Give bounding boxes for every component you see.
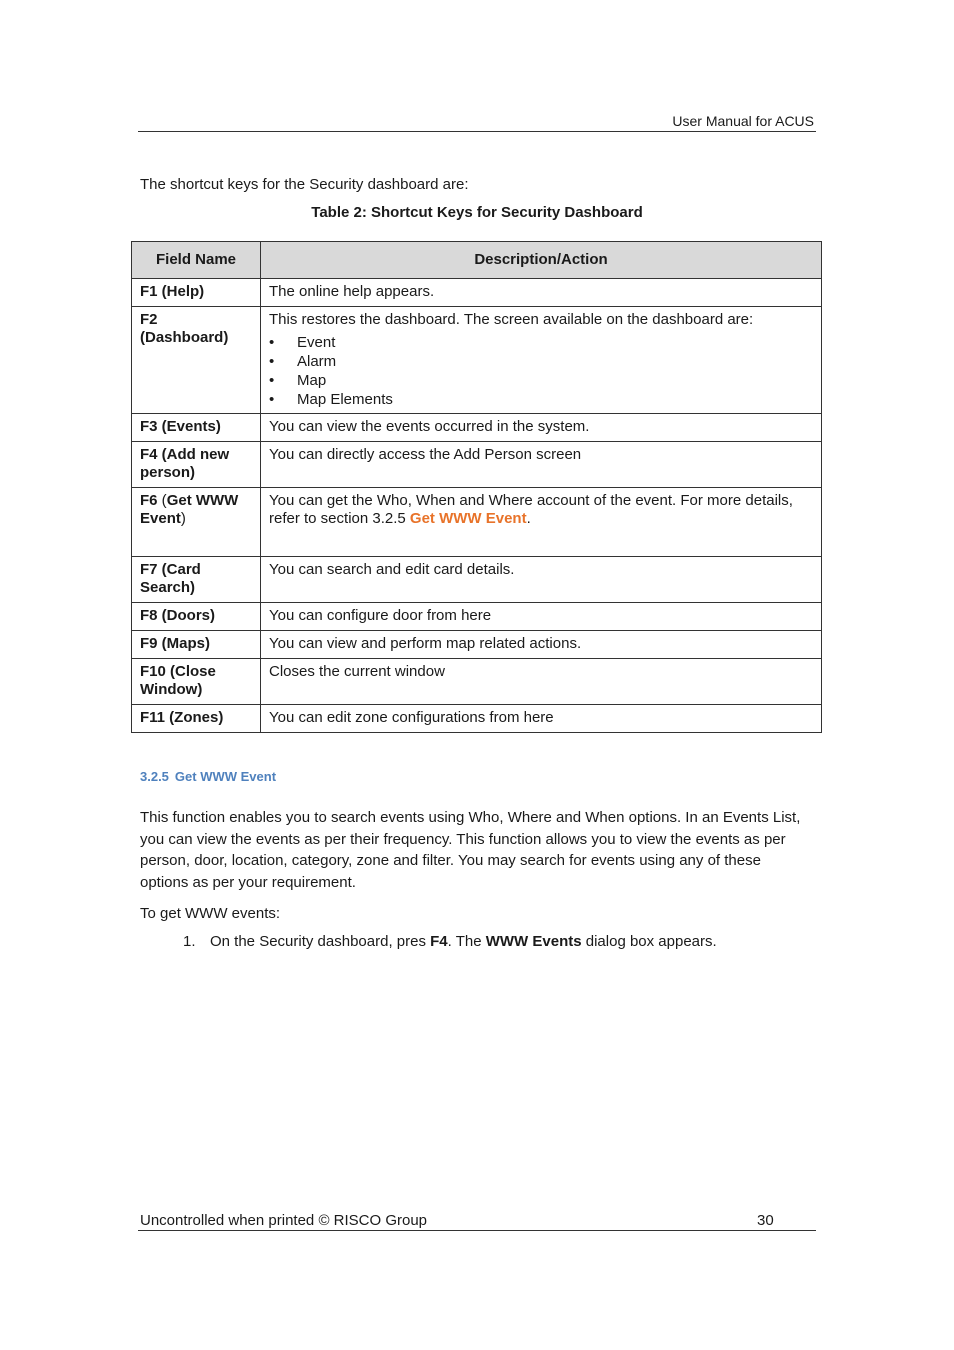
row-key-text: F2 (Dashboard) — [140, 311, 229, 346]
row-key — [132, 488, 261, 557]
procedure-intro: To get WWW events: — [140, 905, 281, 922]
row-description: You can configure door from here — [261, 603, 822, 631]
page-number: 30 — [757, 1212, 774, 1229]
row-description: You can edit zone configurations from here — [261, 705, 822, 733]
row-key: F1 (Help) — [132, 279, 261, 307]
list-item: • Event — [297, 333, 813, 352]
row-key-paren-close: ) — [180, 510, 186, 527]
section-link-get-www-event[interactable]: Get WWW Event — [409, 510, 527, 527]
row-key: F10 (Close Window) — [132, 659, 261, 705]
step-number: 1. — [183, 933, 196, 950]
table-row — [132, 631, 822, 659]
row-description — [261, 307, 822, 414]
row-description: You can directly access the Add Person screen — [261, 442, 822, 488]
row-key: F3 (Events) — [132, 414, 261, 442]
row-key: F7 (Card Search) — [132, 557, 261, 603]
list-item: • Map Elements — [297, 390, 813, 409]
table-row — [132, 307, 822, 414]
column-header-description: Description/Action — [261, 242, 822, 279]
step-key: F4 — [430, 933, 448, 950]
step-text-end: dialog box appears. — [581, 933, 717, 950]
table-row — [132, 414, 822, 442]
table-header-row — [132, 242, 822, 279]
row-description: You can search and edit card details. — [261, 557, 822, 603]
section-number: 3.2.5 — [140, 769, 169, 784]
step-text: On the Security dashboard, pres — [210, 933, 431, 950]
dashboard-screens-list — [269, 333, 813, 409]
body-paragraph: This function enables you to search events using Who, Where and When options. In an Events List, you can view the events as per their frequency. This function allows you to view the events as per person, door, location, category, zone and filter. You may search for events using any of these options as per your requirement. — [140, 809, 801, 892]
section-heading — [140, 769, 276, 784]
row-key-paren-open: ( — [157, 492, 167, 509]
row-key: F8 (Doors) — [132, 603, 261, 631]
row-description-text: You can get the Who, When and Where account of the event. For more details, refer to section 3.2.5 — [269, 492, 793, 527]
row-key: F4 (Add new person) — [132, 442, 261, 488]
list-item: • Alarm — [297, 352, 813, 371]
row-key: F9 (Maps) — [132, 631, 261, 659]
intro-text: The shortcut keys for the Security dashboard are: — [140, 176, 469, 193]
table-row — [132, 488, 822, 557]
list-item: • Map — [297, 371, 813, 390]
row-key-name: Get WWW Event — [140, 492, 239, 527]
section-title: Get WWW Event — [174, 769, 277, 784]
table-row — [132, 442, 822, 488]
table-row — [132, 705, 822, 733]
row-description — [261, 488, 822, 557]
table-row — [132, 659, 822, 705]
row-description: Closes the current window — [261, 659, 822, 705]
row-description-end: . — [526, 510, 531, 527]
table-row — [132, 603, 822, 631]
step-text-mid: . The — [447, 933, 486, 950]
table-row — [132, 279, 822, 307]
row-key-prefix: F6 — [140, 492, 158, 509]
running-header: User Manual for ACUS — [672, 113, 814, 129]
table-caption: Table 2: Shortcut Keys for Security Dashboard — [311, 204, 643, 221]
procedure-step — [183, 933, 717, 950]
footer-text: Uncontrolled when printed © RISCO Group — [140, 1212, 428, 1229]
step-dialog-name: WWW Events — [485, 933, 582, 950]
footer-rule — [138, 1230, 816, 1231]
row-description: You can view and perform map related actions. — [261, 631, 822, 659]
shortcut-keys-table — [131, 241, 822, 733]
row-key: F11 (Zones) — [132, 705, 261, 733]
row-description: You can view the events occurred in the system. — [261, 414, 822, 442]
header-rule — [138, 131, 816, 132]
column-header-field-name: Field Name — [132, 242, 261, 279]
table-row — [132, 557, 822, 603]
row-description: The online help appears. — [261, 279, 822, 307]
row-description-text: This restores the dashboard. The screen available on the dashboard are: — [269, 311, 754, 328]
row-key — [132, 307, 261, 414]
